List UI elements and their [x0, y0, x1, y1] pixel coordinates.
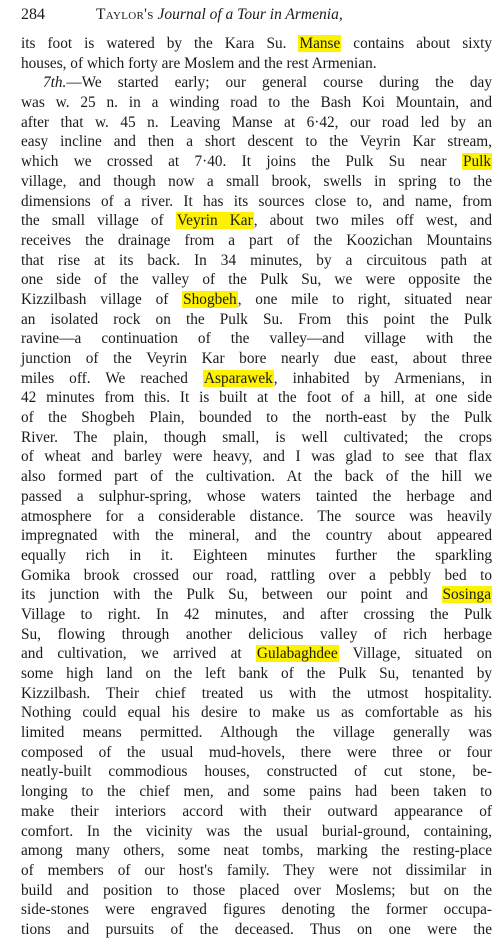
text-line: [21, 625, 492, 645]
text-segment: impregnated with the mineral, and the country about appeared: [21, 527, 492, 545]
text-line: [21, 881, 492, 901]
text-segment: contains about sixty: [341, 35, 493, 52]
text-segment: that rise at its back. In 34 minutes, by a circuitous path at: [21, 251, 492, 269]
text-line: [21, 369, 492, 389]
text-segment: , about two miles off west, and: [253, 212, 492, 230]
text-segment: limited means permitted. Although the village generally was: [21, 724, 492, 742]
text-segment: one side of the valley of the Pulk Su, we were opposite the: [21, 271, 492, 289]
text-line: [21, 192, 492, 212]
highlighted-place-name: Gulabaghdee: [256, 645, 338, 663]
text-segment: passed a sulphur-spring, whose waters tainted the herbage and: [21, 487, 492, 505]
text-line: [21, 231, 492, 251]
text-segment: Village to right. In 42 minutes, and after crossing the Pulk: [21, 605, 492, 623]
text-line: [21, 93, 492, 113]
text-segment: its foot is watered by the Kara Su.: [21, 35, 299, 52]
text-line: [21, 329, 492, 349]
text-line: [21, 310, 492, 330]
text-segment: , one mile to right, situated near: [237, 290, 492, 308]
text-segment: longing to the chief men, and some pains had been taken to: [21, 783, 492, 801]
text-line: [21, 507, 492, 527]
text-line: [21, 605, 492, 625]
text-segment: of members of our host's family. They were not dissimilar in: [21, 861, 492, 879]
text-segment: make their interiors accord with their outward appearance of: [21, 802, 492, 820]
text-line: [21, 762, 492, 782]
text-line: [21, 73, 492, 93]
text-segment: build and position to those placed over Moslems; but on the: [21, 881, 492, 899]
text-segment: side-stones were engraved figures denoting the former occupa-: [21, 901, 492, 919]
text-line: [21, 388, 492, 408]
highlighted-place-name: Asparawek: [203, 369, 273, 387]
page-header: [0, 0, 500, 30]
text-line: [21, 743, 492, 763]
text-segment: 42 minutes from this. It is built at the foot of a hill, at one side: [21, 389, 492, 407]
running-title-author: Taylor's: [96, 6, 154, 23]
text-segment: Su, flowing through another delicious valley of rich herbage: [21, 625, 492, 643]
text-line: [21, 703, 492, 723]
text-segment: ravine—a continuation of the valley—and village with the: [21, 330, 492, 348]
text-line: [21, 113, 492, 133]
text-segment: and cultivation, we arrived at: [21, 645, 256, 663]
text-line: [21, 684, 492, 704]
text-segment: which we crossed at 7·40. It joins the Pulk Su near: [21, 153, 462, 171]
text-line: [21, 664, 492, 684]
text-segment: Kizzilbash. Their chief treated us with the utmost hospitality.: [21, 684, 492, 702]
page-number: 284: [21, 6, 45, 23]
text-line: [21, 172, 492, 192]
text-line: [21, 211, 492, 231]
text-line: [21, 802, 492, 822]
text-segment: after that w. 45 n. Leaving Manse at 6·42, our road led by an: [21, 113, 492, 131]
text-line: [21, 723, 492, 743]
text-segment: among many others, some neat tombs, marking the resting-place: [21, 842, 492, 860]
text-segment: composed of the usual mud-hovels, there were three or four: [21, 743, 492, 761]
text-segment: the small village of: [21, 212, 176, 230]
text-segment: village, and though now a small brook, swells in spring to the: [21, 172, 492, 190]
text-segment: equally rich in it. Eighteen minutes further the sparkling: [21, 546, 492, 564]
text-line: [21, 920, 492, 940]
text-segment: , inhabited by Armenians, in: [273, 369, 492, 387]
text-line: [21, 251, 492, 271]
text-segment: an isolated rock on the Pulk Su. From this point the Pulk: [21, 310, 492, 328]
text-segment: receives the drainage from a part of the Koozichan Mountains: [21, 231, 492, 249]
italic-date-marker: 7th.: [43, 74, 67, 92]
text-line: [21, 408, 492, 428]
body-text: [21, 34, 492, 940]
highlighted-place-name: Sosinga: [442, 586, 491, 604]
text-segment: neatly-built commodious houses, constructed of cut stone, be-: [21, 763, 492, 781]
running-title: [96, 5, 343, 25]
text-segment: Village, situated on: [338, 645, 492, 663]
text-line: [21, 428, 492, 448]
text-line: [21, 132, 492, 152]
text-segment: some high land on the left bank of the Pulk Su, tenanted by: [21, 665, 492, 682]
highlighted-place-name: Manse: [299, 35, 341, 52]
text-segment: atmosphere for a considerable distance. The source was heavily: [21, 507, 492, 525]
highlighted-place-name: Shogbeh: [183, 290, 237, 308]
text-segment: River. The plain, though small, is well cultivated; the crops: [21, 428, 492, 446]
text-line: [21, 900, 492, 920]
running-title-rest: Journal of a Tour in Armenia,: [153, 6, 343, 23]
text-segment: miles off. We reached: [21, 369, 203, 387]
text-line: [21, 782, 492, 802]
text-line: [21, 467, 492, 487]
text-line: [21, 585, 492, 605]
text-segment: dimensions of a river. It has its sources close to, and name, from: [21, 192, 492, 210]
text-segment: was w. 25 n. in a winding road to the Bash Koi Mountain, and: [21, 94, 492, 112]
text-line: [21, 447, 492, 467]
text-line: [21, 487, 492, 507]
text-line: [21, 546, 492, 566]
text-line: [21, 822, 492, 842]
text-line: [21, 566, 492, 586]
text-segment: its junction with the Pulk Su, between our point and: [21, 586, 442, 604]
text-line: [21, 152, 492, 172]
text-line: [21, 34, 492, 54]
text-segment: tions and pursuits of the deceased. Thus on one were the: [21, 920, 492, 938]
highlighted-place-name: Pulk: [462, 153, 491, 171]
text-line: [21, 349, 492, 369]
text-line: [21, 54, 492, 74]
text-segment: Gomika brook crossed our road, rattling over a pebbly bed to: [21, 566, 492, 584]
text-line: [21, 290, 492, 310]
text-segment: Kizzilbash village of: [21, 290, 183, 308]
text-segment: of the Shogbeh Plain, bounded to the north-east by the Pulk: [21, 409, 492, 427]
text-line: [21, 841, 492, 861]
text-segment: also formed part of the cultivation. At the back of the hill we: [21, 468, 492, 486]
text-segment: easy incline and then a short descent to the Veyrin Kar stream,: [21, 133, 492, 151]
text-segment: houses, of which forty are Moslem and the rest Armenian.: [21, 54, 377, 72]
text-line: [21, 270, 492, 290]
text-segment: comfort. In the vicinity was the usual burial-ground, containing,: [21, 822, 492, 840]
text-segment: —We started early; our general course during the day: [66, 74, 492, 92]
text-segment: of wheat and barley were heavy, and I was glad to see that flax: [21, 448, 492, 466]
highlighted-place-name: Veyrin Kar: [176, 212, 253, 230]
text-segment: Nothing could equal his desire to make us as comfortable as his: [21, 704, 492, 722]
text-line: [21, 526, 492, 546]
text-segment: junction of the Veyrin Kar bore nearly due east, about three: [21, 350, 492, 367]
text-line: [21, 644, 492, 664]
